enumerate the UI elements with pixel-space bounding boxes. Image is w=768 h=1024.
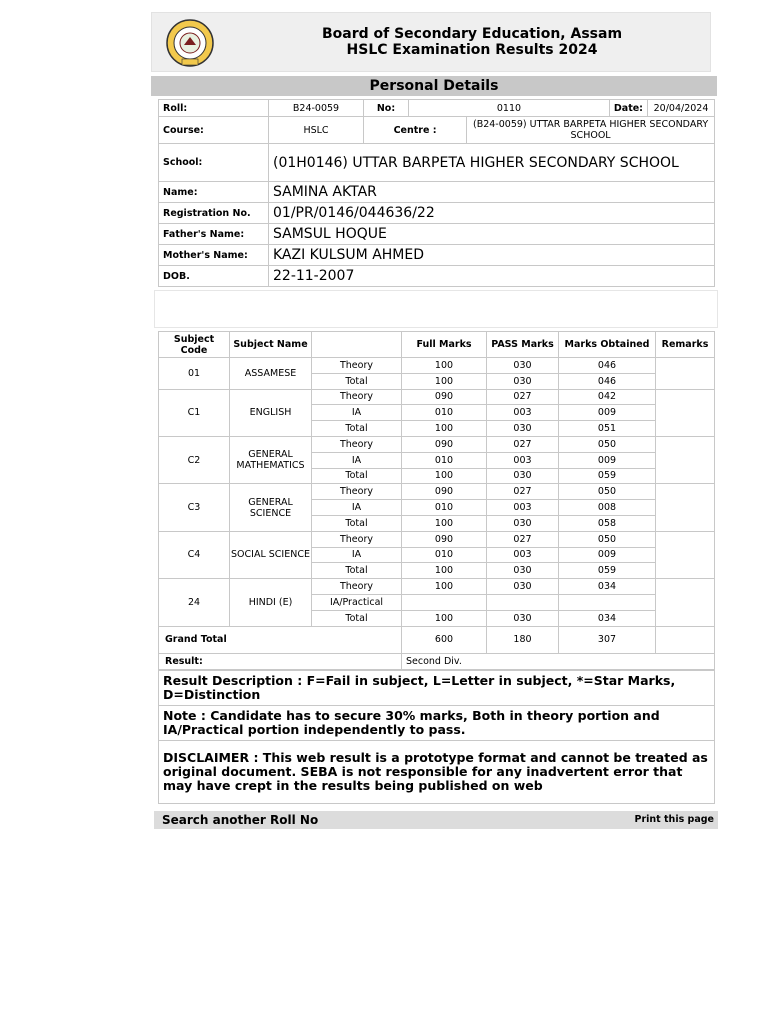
registration-label: Registration No. <box>159 203 269 224</box>
marks-part: IA <box>312 547 402 563</box>
marks-pass: 003 <box>487 547 559 563</box>
marks-obt: 051 <box>559 421 656 437</box>
subject-remarks <box>656 389 715 436</box>
marks-table <box>158 331 715 670</box>
subject-name: HINDI (E) <box>230 579 312 626</box>
marks-pass: 003 <box>487 452 559 468</box>
marks-obt: 059 <box>559 563 656 579</box>
registration-value: 01/PR/0146/044636/22 <box>269 203 715 224</box>
marks-row <box>159 531 715 547</box>
subject-remarks <box>656 579 715 626</box>
result-page <box>151 12 718 829</box>
grand-total-pass: 180 <box>487 626 559 653</box>
roll-label: Roll: <box>159 100 269 117</box>
father-name-value: SAMSUL HOQUE <box>269 224 715 245</box>
footer-bar <box>154 811 718 829</box>
marks-full: 010 <box>402 405 487 421</box>
print-page-link[interactable]: Print this page <box>634 813 714 825</box>
marks-obt: 042 <box>559 389 656 405</box>
header-subject-code: Subject Code <box>159 332 230 358</box>
marks-pass: 030 <box>487 610 559 626</box>
marks-obt: 009 <box>559 405 656 421</box>
header-marks-obtained: Marks Obtained <box>559 332 656 358</box>
marks-obt: 046 <box>559 373 656 389</box>
grand-total-obtained: 307 <box>559 626 656 653</box>
marks-full: 100 <box>402 515 487 531</box>
marks-full: 100 <box>402 468 487 484</box>
grand-total-full: 600 <box>402 626 487 653</box>
grand-total-remarks <box>656 626 715 653</box>
date-label: Date: <box>609 100 647 117</box>
marks-row <box>159 484 715 500</box>
header-part <box>312 332 402 358</box>
marks-part: Total <box>312 373 402 389</box>
notes-table <box>158 670 715 804</box>
marks-pass: 030 <box>487 358 559 374</box>
marks-part: Theory <box>312 484 402 500</box>
roll-value: B24-0059 <box>269 100 364 117</box>
subject-remarks <box>656 358 715 390</box>
marks-part: IA/Practical <box>312 594 402 610</box>
date-value: 20/04/2024 <box>648 100 715 117</box>
result-value: Second Div. <box>402 653 715 669</box>
marks-obt <box>559 594 656 610</box>
no-label: No: <box>364 100 409 117</box>
dob-label: DOB. <box>159 266 269 287</box>
marks-part: Total <box>312 563 402 579</box>
marks-part: Theory <box>312 531 402 547</box>
search-another-roll-link[interactable]: Search another Roll No <box>162 812 319 827</box>
result-label: Result: <box>159 653 402 669</box>
marks-row <box>159 436 715 452</box>
marks-part: Theory <box>312 579 402 595</box>
marks-pass <box>487 594 559 610</box>
subject-code: 24 <box>159 579 230 626</box>
marks-pass: 030 <box>487 515 559 531</box>
subject-name: GENERAL MATHEMATICS <box>230 436 312 483</box>
marks-obt: 008 <box>559 500 656 516</box>
marks-full: 100 <box>402 421 487 437</box>
father-name-label: Father's Name: <box>159 224 269 245</box>
marks-pass: 030 <box>487 579 559 595</box>
marks-pass: 003 <box>487 500 559 516</box>
marks-part: Theory <box>312 436 402 452</box>
marks-pass: 027 <box>487 484 559 500</box>
subject-remarks <box>656 484 715 531</box>
marks-pass: 030 <box>487 468 559 484</box>
marks-part: Theory <box>312 358 402 374</box>
subject-code: C3 <box>159 484 230 531</box>
subject-code: C2 <box>159 436 230 483</box>
name-label: Name: <box>159 182 269 203</box>
marks-full: 090 <box>402 389 487 405</box>
exam-title: HSLC Examination Results 2024 <box>346 42 598 58</box>
marks-obt: 046 <box>559 358 656 374</box>
spacer-box <box>154 290 718 328</box>
personal-details-title: Personal Details <box>151 76 717 96</box>
subject-code: C4 <box>159 531 230 578</box>
marks-part: IA <box>312 452 402 468</box>
no-value: 0110 <box>409 100 610 117</box>
subject-code: 01 <box>159 358 230 390</box>
subject-remarks <box>656 531 715 578</box>
marks-pass: 030 <box>487 421 559 437</box>
marks-obt: 059 <box>559 468 656 484</box>
marks-obt: 009 <box>559 547 656 563</box>
marks-full: 090 <box>402 484 487 500</box>
course-value: HSLC <box>269 117 364 144</box>
board-title: Board of Secondary Education, Assam <box>321 26 623 42</box>
subject-name: GENERAL SCIENCE <box>230 484 312 531</box>
header-subject-name: Subject Name <box>230 332 312 358</box>
marks-part: Total <box>312 421 402 437</box>
marks-row <box>159 579 715 595</box>
marks-part: Theory <box>312 389 402 405</box>
marks-obt: 034 <box>559 610 656 626</box>
marks-full: 100 <box>402 563 487 579</box>
marks-row <box>159 389 715 405</box>
marks-full: 100 <box>402 373 487 389</box>
marks-full: 100 <box>402 358 487 374</box>
marks-part: IA <box>312 405 402 421</box>
result-description: Result Description : F=Fail in subject, L=Letter in subject, *=Star Marks, D=Distinction <box>159 670 715 705</box>
school-value: (01H0146) UTTAR BARPETA HIGHER SECONDARY SCHOOL <box>269 144 715 182</box>
marks-part: IA <box>312 500 402 516</box>
dob-value: 22-11-2007 <box>269 266 715 287</box>
marks-full: 010 <box>402 500 487 516</box>
marks-pass: 027 <box>487 389 559 405</box>
marks-body <box>159 358 715 627</box>
personal-details-table <box>158 99 715 287</box>
grand-total-label: Grand Total <box>159 626 402 653</box>
subject-name: ASSAMESE <box>230 358 312 390</box>
marks-pass: 003 <box>487 405 559 421</box>
marks-pass: 030 <box>487 373 559 389</box>
marks-obt: 050 <box>559 531 656 547</box>
marks-pass: 030 <box>487 563 559 579</box>
marks-full <box>402 594 487 610</box>
school-label: School: <box>159 144 269 182</box>
mother-name-value: KAZI KULSUM AHMED <box>269 245 715 266</box>
page-header <box>151 12 711 72</box>
course-label: Course: <box>159 117 269 144</box>
marks-obt: 050 <box>559 484 656 500</box>
subject-code: C1 <box>159 389 230 436</box>
centre-label: Centre : <box>364 117 467 144</box>
header-pass-marks: PASS Marks <box>487 332 559 358</box>
marks-obt: 058 <box>559 515 656 531</box>
name-value: SAMINA AKTAR <box>269 182 715 203</box>
marks-full: 100 <box>402 579 487 595</box>
seba-logo <box>158 19 220 67</box>
header-remarks: Remarks <box>656 332 715 358</box>
subject-remarks <box>656 436 715 483</box>
marks-part: Total <box>312 610 402 626</box>
mother-name-label: Mother's Name: <box>159 245 269 266</box>
subject-name: SOCIAL SCIENCE <box>230 531 312 578</box>
marks-pass: 027 <box>487 436 559 452</box>
marks-pass: 027 <box>487 531 559 547</box>
disclaimer: DISCLAIMER : This web result is a prototype format and cannot be treated as original document. SEBA is not responsible for any inadvertent error that may have crept in the results being published on web <box>159 740 715 803</box>
pass-note: Note : Candidate has to secure 30% marks, Both in theory portion and IA/Practical portion independently to pass. <box>159 705 715 740</box>
marks-row <box>159 358 715 374</box>
marks-full: 100 <box>402 610 487 626</box>
centre-value: (B24-0059) UTTAR BARPETA HIGHER SECONDARY SCHOOL <box>467 117 715 144</box>
marks-obt: 050 <box>559 436 656 452</box>
marks-obt: 009 <box>559 452 656 468</box>
marks-full: 010 <box>402 547 487 563</box>
marks-part: Total <box>312 515 402 531</box>
marks-obt: 034 <box>559 579 656 595</box>
header-full-marks: Full Marks <box>402 332 487 358</box>
marks-part: Total <box>312 468 402 484</box>
marks-full: 010 <box>402 452 487 468</box>
marks-full: 090 <box>402 531 487 547</box>
subject-name: ENGLISH <box>230 389 312 436</box>
marks-full: 090 <box>402 436 487 452</box>
